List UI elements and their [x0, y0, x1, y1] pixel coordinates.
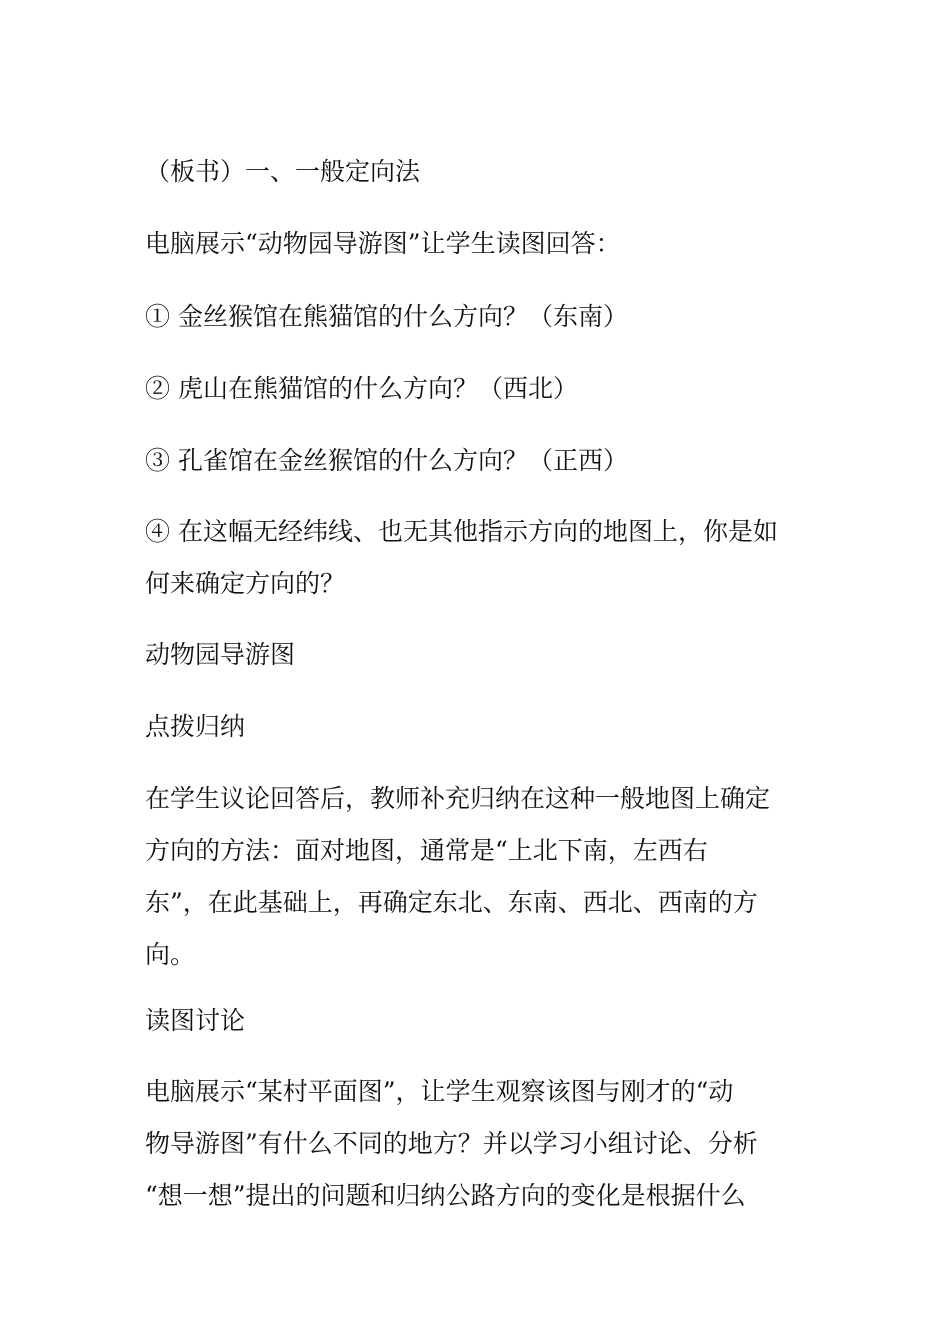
question-4: ④ 在这幅无经纬线、也无其他指示方向的地图上，你是如 何来确定方向的？ — [145, 517, 778, 598]
intro-paragraph: 电脑展示“动物园导游图”让学生读图回答： — [145, 229, 621, 258]
section-heading-dutu: 读图讨论 — [145, 1006, 246, 1035]
question-2: ② 虎山在熊猫馆的什么方向？（西北） — [145, 374, 578, 403]
board-heading: （板书）一、一般定向法 — [145, 157, 421, 186]
summary-paragraph: 在学生议论回答后，教师补充归纳在这种一般地图上确定 方向的方法：面对地图，通常是“上北下南，左西右 东”，在此基础上，再确定东北、东南、西北、西南的方 向。 — [145, 784, 771, 969]
question-3: ③ 孔雀馆在金丝猴馆的什么方向？（正西） — [145, 446, 628, 475]
question-1: ① 金丝猴馆在熊猫馆的什么方向？（东南） — [145, 302, 628, 331]
discussion-paragraph: 电脑展示“某村平面图”，让学生观察该图与刚才的“动 物导游图”有什么不同的地方？并以学习小组讨论、分析 “想一想”提出的问题和归纳公路方向的变化是根据什么 — [145, 1077, 758, 1210]
section-heading-dianbo: 点拨归纳 — [145, 712, 246, 741]
figure-caption: 动物园导游图 — [145, 640, 296, 669]
